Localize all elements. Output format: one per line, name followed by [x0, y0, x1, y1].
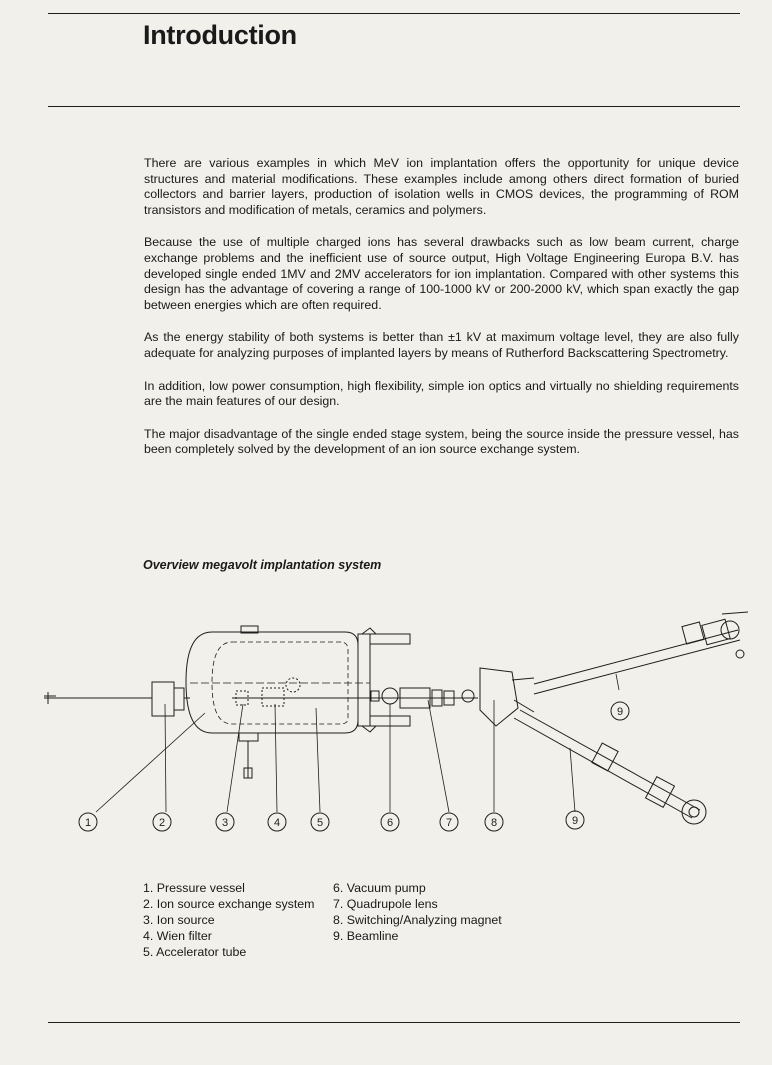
legend-item: 1. Pressure vessel: [143, 881, 245, 895]
callout-6: [381, 813, 399, 831]
callout-9-upper-label: 9: [616, 706, 624, 718]
callout-5: [311, 813, 329, 831]
callout-3: [216, 813, 234, 831]
quadrupole-lens-shape: [398, 688, 478, 708]
title-rule: [48, 106, 740, 107]
callout-4: [268, 813, 286, 831]
implantation-system-diagram: [0, 600, 772, 850]
upper-beamline-shape: [534, 612, 748, 694]
bottom-rule: [48, 1022, 740, 1023]
paragraph-5: The major disadvantage of the single ended stage system, being the source inside the pressure vessel, has been completely solved by the development of an ion source exchange system.: [144, 426, 739, 457]
callout-8-label: 8: [490, 817, 498, 829]
legend-item: 5. Accelerator tube: [143, 945, 247, 959]
ion-source-shape: [232, 691, 300, 705]
callout-9-upper: [611, 702, 629, 720]
legend-item: 2. Ion source exchange system: [143, 897, 315, 911]
callout-8: [485, 813, 503, 831]
vacuum-pump-shape: [371, 688, 398, 704]
callout-6-label: 6: [386, 817, 394, 829]
paragraph-4: In addition, low power consumption, high flexibility, simple ion optics and virtually no shielding requirements are the main features of our design.: [144, 378, 739, 409]
callout-7-label: 7: [445, 817, 453, 829]
callout-3-label: 3: [221, 817, 229, 829]
diagram-caption: Overview megavolt implantation system: [143, 558, 382, 572]
legend-item: 4. Wien filter: [143, 929, 212, 943]
body-text: [144, 156, 739, 475]
wien-filter-shape: [262, 678, 300, 706]
legend-item: 3. Ion source: [143, 913, 215, 927]
callout-1: [79, 813, 97, 831]
callout-7: [440, 813, 458, 831]
callout-2-label: 2: [158, 817, 166, 829]
legend-item: 7. Quadrupole lens: [333, 897, 438, 911]
paragraph-1: There are various examples in which MeV ion implantation offers the opportunity for unique device structures and material modifications. These examples include among others direct formation of buried collectors and barrier layers, production of isolation wells in CMOS devices, the programming of ROM transistors and modification of metals, ceramics and polymers.: [144, 156, 739, 217]
top-rule: [48, 13, 740, 14]
page-title: Introduction: [143, 20, 297, 50]
legend-item: 8. Switching/Analyzing magnet: [333, 913, 502, 927]
callout-9-lower-label: 9: [571, 815, 579, 827]
legend-right: [333, 880, 502, 944]
callout-5-label: 5: [316, 817, 324, 829]
input-beam-line: [44, 692, 152, 704]
paragraph-2: Because the use of multiple charged ions has several drawbacks such as low beam current, charge exchange problems and the inefficient use of source output, High Voltage Engineering Europa B.V. has developed single ended 1MV and 2MV accelerators for ion implantation. Compared with other systems this design has the advantage of covering a range of 100-1000 kV or 200-2000 kV, which span exactly the gap between energies which are often required.: [144, 235, 739, 312]
callout-9-lower: [566, 811, 584, 829]
callout-1-label: 1: [84, 817, 92, 829]
analyzing-magnet-shape: [480, 668, 534, 726]
lower-beamline-shape: [514, 710, 706, 824]
callout-2: [153, 813, 171, 831]
callout-4-label: 4: [273, 817, 281, 829]
legend-left: [143, 880, 315, 960]
ion-source-exchange-system-shape: [152, 682, 190, 716]
paragraph-3: As the energy stability of both systems is better than ±1 kV at maximum voltage level, they are also fully adequate for analyzing purposes of implanted layers by means of Rutherford Backscattering Spectrometry.: [144, 330, 739, 360]
legend-item: 9. Beamline: [333, 929, 399, 943]
pressure-vessel-shape: [186, 626, 370, 778]
legend-item: 6. Vacuum pump: [333, 881, 426, 895]
